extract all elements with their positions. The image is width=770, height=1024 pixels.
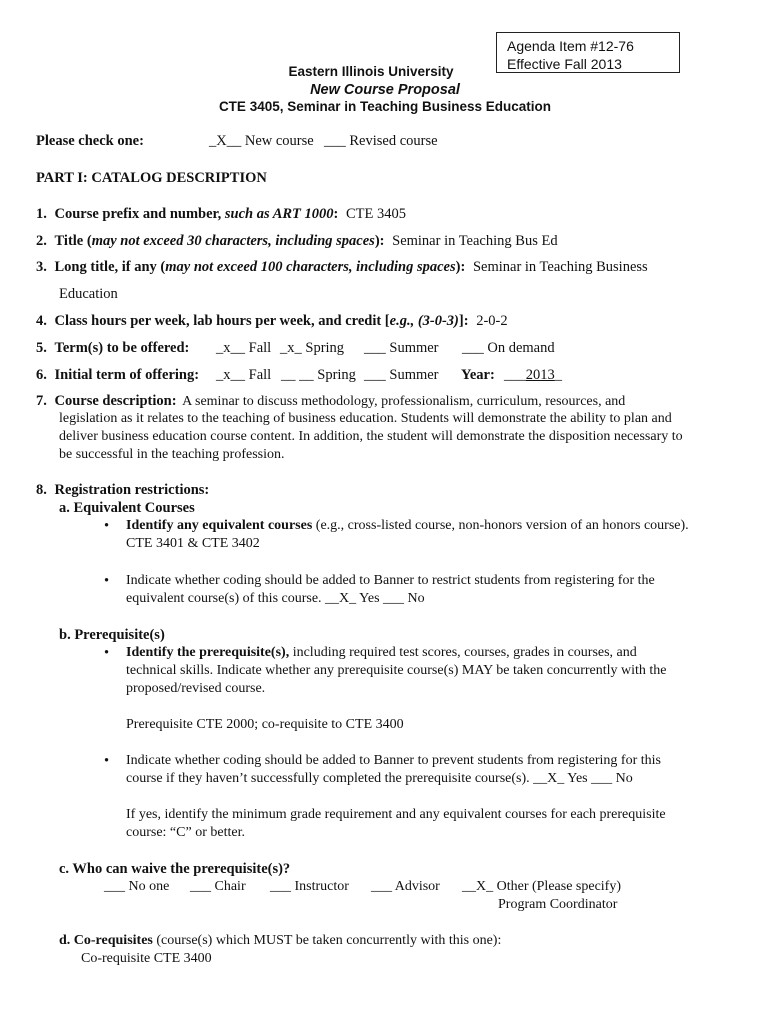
item-label-end: ): — [374, 233, 385, 249]
item-4 — [36, 313, 508, 330]
banner-prereq-answer: course if they haven’t successfully completed the prerequisite course(s). __X_ Yes ___ No — [126, 771, 633, 786]
year-value: 2013 — [525, 367, 555, 383]
part1-heading: PART I: CATALOG DESCRIPTION — [36, 170, 267, 186]
course-description-line: deliver business education course content. In addition, the student will demonstrate the disposition necessary to — [59, 429, 683, 444]
prerequisites-prompt-line: technical skills. Indicate whether any prerequisite course(s) MAY be taken concurrently with the — [126, 663, 667, 678]
year-blank-pre: ___ — [504, 367, 526, 383]
initial-summer-option: ___ Summer — [364, 367, 439, 383]
prompt-bold: Identify the prerequisite(s), — [126, 645, 290, 660]
item-6 — [36, 367, 199, 384]
item-7 — [36, 393, 625, 410]
prerequisites-value: Prerequisite CTE 2000; co-requisite to CTE 3400 — [126, 717, 404, 732]
section-b-title: b. Prerequisite(s) — [59, 627, 165, 643]
item-number: 5. — [36, 340, 47, 356]
waive-no-one-option: ___ No one — [104, 879, 170, 894]
long-title-value-continued: Education — [59, 286, 118, 302]
item-8 — [36, 482, 209, 499]
item-label: Long title, if any ( — [54, 259, 166, 275]
item-number: 3. — [36, 259, 47, 275]
bullet-icon: • — [104, 645, 110, 661]
item-label-example: such as ART 1000 — [224, 206, 334, 222]
hours-credit-value: 2-0-2 — [476, 313, 508, 329]
item-number: 6. — [36, 367, 47, 383]
min-grade-value: course: “C” or better. — [126, 825, 245, 840]
course-title-header: CTE 3405, Seminar in Teaching Business Education — [218, 99, 552, 114]
revised-course-option: ___ Revised course — [324, 133, 438, 149]
item-2 — [36, 233, 558, 250]
initial-spring-option: __ __ Spring — [281, 367, 356, 383]
waive-other-option: __X_ Other (Please specify) — [462, 879, 622, 894]
waive-instructor-option: ___ Instructor — [270, 879, 349, 894]
prompt-rest: including required test scores, courses, grades in courses, and — [289, 645, 637, 660]
section-d-note: (course(s) which MUST be taken concurrently with this one): — [152, 933, 502, 948]
term-fall-option: _x__ Fall — [216, 340, 272, 356]
item-1 — [36, 206, 406, 223]
waive-other-value: Program Coordinator — [498, 897, 618, 912]
item-number: 7. — [36, 393, 47, 409]
bullet-icon: • — [104, 518, 110, 534]
section-c-title: c. Who can waive the prerequisite(s)? — [59, 861, 291, 877]
item-3 — [36, 259, 648, 276]
prerequisites-prompt-line: proposed/revised course. — [126, 681, 266, 696]
long-title-value: Seminar in Teaching Business — [472, 259, 648, 275]
university-name: Eastern Illinois University — [288, 64, 454, 79]
course-prefix-value: CTE 3405 — [346, 206, 407, 222]
effective-term: Effective Fall 2013 — [507, 56, 622, 72]
item-number: 4. — [36, 313, 47, 329]
item-label-end: ]: — [458, 313, 469, 329]
banner-equivalent-answer: equivalent course(s) of this course. __X_ Yes ___ No — [126, 591, 425, 606]
waive-chair-option: ___ Chair — [190, 879, 246, 894]
term-on-demand-option: ___ On demand — [462, 340, 555, 356]
term-summer-option: ___ Summer — [364, 340, 439, 356]
form-title: New Course Proposal — [310, 82, 460, 98]
item-label-example: e.g., (3-0-3) — [389, 313, 459, 329]
item-label: Term(s) to be offered: — [54, 340, 190, 356]
item-label: Registration restrictions: — [54, 482, 210, 498]
course-description-line: A seminar to discuss methodology, professionalism, curriculum, resources, and — [182, 394, 626, 409]
corequisite-value: Co-requisite CTE 3400 — [81, 951, 212, 966]
item-number: 8. — [36, 482, 47, 498]
new-course-option: _X__ New course — [209, 133, 314, 149]
prerequisites-prompt — [126, 645, 637, 661]
banner-equivalent-prompt: Indicate whether coding should be added to Banner to restrict students from registering for the — [126, 573, 655, 588]
section-d-label: d. Co-requisites — [59, 933, 153, 948]
bullet-icon: • — [104, 573, 110, 589]
item-label-note: may not exceed 100 characters, including spaces — [165, 259, 456, 275]
year-field — [504, 367, 562, 384]
item-5 — [36, 340, 189, 357]
bullet-icon: • — [104, 753, 110, 769]
item-label-note: may not exceed 30 characters, including spaces — [91, 233, 375, 249]
equivalent-courses-prompt — [126, 518, 689, 534]
year-blank-post: _ — [554, 367, 562, 383]
term-spring-option: _x_ Spring — [280, 340, 345, 356]
banner-prereq-prompt: Indicate whether coding should be added to Banner to prevent students from registering for this — [126, 753, 661, 768]
item-label-end: ): — [455, 259, 466, 275]
title-value: Seminar in Teaching Bus Ed — [392, 233, 558, 249]
item-number: 2. — [36, 233, 47, 249]
item-number: 1. — [36, 206, 47, 222]
min-grade-prompt: If yes, identify the minimum grade requirement and any equivalent courses for each prerequisite — [126, 807, 666, 822]
year-label: Year: — [461, 367, 495, 383]
item-label: Course prefix and number, — [54, 206, 225, 222]
course-description-line: legislation as it relates to the teaching of business education. Students will demonstrate the ability to plan and — [59, 411, 672, 426]
waive-advisor-option: ___ Advisor — [371, 879, 440, 894]
check-label: Please check one: — [36, 133, 144, 149]
item-label: Class hours per week, lab hours per week, and credit [ — [54, 313, 390, 329]
item-label: Initial term of offering: — [54, 367, 200, 383]
course-description-line: be successful in the teaching profession. — [59, 447, 285, 462]
section-a-title: a. Equivalent Courses — [59, 500, 195, 516]
item-label-end: : — [333, 206, 339, 222]
item-label: Title ( — [54, 233, 92, 249]
equivalent-courses-value: CTE 3401 & CTE 3402 — [126, 536, 260, 551]
agenda-item-number: Agenda Item #12-76 — [507, 38, 634, 54]
prompt-bold: Identify any equivalent courses — [126, 518, 313, 533]
section-d-title — [59, 933, 501, 949]
prompt-rest: (e.g., cross-listed course, non-honors version of an honors course). — [312, 518, 689, 533]
item-label: Course description: — [54, 393, 177, 409]
initial-fall-option: _x__ Fall — [216, 367, 272, 383]
